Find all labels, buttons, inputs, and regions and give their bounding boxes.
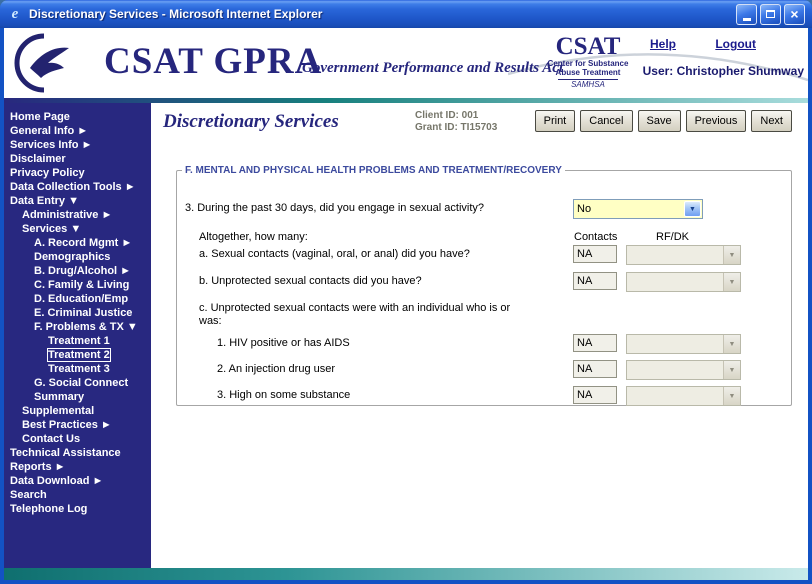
sidebar-item-label: B. Drug/Alcohol ►	[34, 265, 132, 277]
sidebar-item-label: Demographics	[34, 251, 111, 263]
toolbar	[535, 110, 792, 132]
app-header	[4, 28, 808, 98]
app-tagline: Government Performance and Results Act	[302, 60, 564, 76]
sidebar-item-label: Treatment 1	[48, 335, 110, 347]
sidebar-item-label: Data Collection Tools ►	[10, 181, 136, 193]
row-a-rfdk-select	[626, 245, 741, 265]
sidebar-item-label: Disclaimer	[10, 153, 66, 165]
sidebar-item-label: Treatment 2	[48, 349, 110, 361]
client-id: Client ID: 001	[415, 110, 479, 121]
window-title: Discretionary Services - Microsoft Internet Explorer	[29, 7, 323, 21]
row-b-label: b. Unprotected sexual contacts did you have?	[199, 275, 422, 287]
sidebar-item-data-download[interactable]	[4, 474, 151, 488]
maximize-button[interactable]	[760, 4, 781, 25]
sidebar-item-c-family-living[interactable]	[4, 278, 151, 292]
sidebar-item-label: D. Education/Emp	[34, 293, 129, 305]
print-button[interactable]: Print	[535, 110, 576, 132]
sidebar-item-label: Best Practices ►	[22, 419, 112, 431]
sidebar-item-label: Reports ►	[10, 461, 66, 473]
chevron-down-icon: ▼	[684, 201, 701, 217]
row-c	[185, 299, 783, 329]
sidebar-item-label: Technical Assistance	[10, 447, 121, 459]
chevron-down-icon: ▼	[723, 273, 740, 291]
csat-logo-name: CSAT	[555, 33, 621, 60]
sidebar-item-label: E. Criminal Justice	[34, 307, 133, 319]
sidebar-item-b-drug-alcohol[interactable]	[4, 264, 151, 278]
chevron-down-icon: ▼	[723, 335, 740, 353]
close-button[interactable]: ×	[784, 4, 805, 25]
row-a	[185, 245, 783, 267]
question-3-row	[185, 199, 783, 221]
sidebar-item-home-page[interactable]	[4, 110, 151, 124]
row-c2	[185, 360, 783, 382]
row-c3	[185, 386, 783, 408]
row-c1	[185, 334, 783, 356]
logout-link[interactable]: Logout	[715, 37, 756, 51]
sidebar-item-label: Data Download ►	[10, 475, 104, 487]
sidebar-item-demographics[interactable]	[4, 250, 151, 264]
previous-button[interactable]: Previous	[686, 110, 747, 132]
row-c1-label: 1. HIV positive or has AIDS	[217, 337, 350, 349]
sidebar-item-general-info[interactable]	[4, 124, 151, 138]
sidebar-item-technical-assistance[interactable]	[4, 446, 151, 460]
row-b-contacts-input[interactable]	[573, 272, 617, 290]
sidebar-item-search[interactable]	[4, 488, 151, 502]
sidebar-item-label: Administrative ►	[22, 209, 113, 221]
select-value	[627, 246, 723, 264]
sidebar-item-label: A. Record Mgmt ►	[34, 237, 133, 249]
select-value	[627, 361, 723, 379]
how-many-label: Altogether, how many:	[199, 231, 308, 243]
row-c3-rfdk-select	[626, 386, 741, 406]
csat-logo	[540, 34, 636, 89]
question-3-select[interactable]	[573, 199, 703, 219]
cancel-button[interactable]: Cancel	[580, 110, 632, 132]
sidebar-item-g-social-connect[interactable]	[4, 376, 151, 390]
sidebar-item-reports[interactable]	[4, 460, 151, 474]
sidebar-item-label: Privacy Policy	[10, 167, 85, 179]
chevron-down-icon: ▼	[723, 361, 740, 379]
minimize-button[interactable]	[736, 4, 757, 25]
sidebar-item-data-collection-tools[interactable]	[4, 180, 151, 194]
select-value	[627, 273, 723, 291]
titlebar[interactable]	[0, 0, 812, 28]
csat-logo-sub1: Center for Substance	[547, 59, 629, 69]
sidebar-item-summary[interactable]	[4, 390, 151, 404]
row-a-contacts-input[interactable]	[573, 245, 617, 263]
sidebar-item-services-info[interactable]	[4, 138, 151, 152]
row-c1-rfdk-select	[626, 334, 741, 354]
sidebar-item-label: Summary	[34, 391, 85, 403]
sidebar-nav	[4, 103, 151, 568]
page-title: Discretionary Services	[163, 111, 339, 132]
grant-id: Grant ID: TI15703	[415, 122, 498, 133]
question-3-select-value: No	[577, 203, 592, 215]
samhsa-label: SAMHSA	[558, 79, 618, 89]
sidebar-item-treatment-2[interactable]	[4, 348, 151, 362]
user-label: User: Christopher Shumway	[642, 64, 804, 78]
minimize-icon	[743, 18, 751, 21]
select-value	[627, 387, 723, 405]
sidebar-item-best-practices[interactable]	[4, 418, 151, 432]
sidebar-item-label: G. Social Connect	[34, 377, 129, 389]
sidebar-item-privacy-policy[interactable]	[4, 166, 151, 180]
sidebar-item-label: C. Family & Living	[34, 279, 130, 291]
internet-explorer-icon: e	[11, 6, 19, 22]
row-a-label: a. Sexual contacts (vaginal, oral, or anal) did you have?	[199, 248, 470, 260]
sidebar-item-label: Contact Us	[22, 433, 81, 445]
csat-logo-sub2: Abuse Treatment	[555, 67, 621, 77]
select-value	[627, 335, 723, 353]
sidebar-item-label: Data Entry ▼	[10, 195, 79, 207]
sidebar-item-label: Treatment 3	[48, 363, 110, 375]
sidebar-item-label: Home Page	[10, 111, 70, 123]
row-b	[185, 272, 783, 294]
maximize-icon	[766, 10, 775, 18]
section-f-legend: F. MENTAL AND PHYSICAL HEALTH PROBLEMS AND TREATMENT/RECOVERY	[185, 165, 562, 176]
hhs-logo	[14, 33, 74, 93]
sidebar-item-label: F. Problems & TX ▼	[34, 321, 138, 333]
sidebar-item-administrative[interactable]	[4, 208, 151, 222]
row-c1-contacts-input[interactable]	[573, 334, 617, 352]
sidebar-item-f-problems-tx[interactable]	[4, 320, 151, 334]
app-brand: CSAT GPRA	[104, 41, 323, 82]
sidebar-item-treatment-3[interactable]	[4, 362, 151, 376]
sidebar-item-a-record-mgmt[interactable]	[4, 236, 151, 250]
sidebar-item-label: Supplemental	[22, 405, 95, 417]
sidebar-item-label: Telephone Log	[10, 503, 88, 515]
sidebar-item-e-criminal-justice[interactable]	[4, 306, 151, 320]
sidebar-item-disclaimer[interactable]	[4, 152, 151, 166]
sidebar-item-label: Services ▼	[22, 223, 82, 235]
section-f-fieldset	[176, 165, 792, 406]
bottom-bar	[4, 568, 808, 580]
sidebar-item-contact-us[interactable]	[4, 432, 151, 446]
sidebar-item-d-education-emp[interactable]	[4, 292, 151, 306]
sidebar-item-treatment-1[interactable]	[4, 334, 151, 348]
rfdk-column-header: RF/DK	[656, 231, 689, 243]
save-button[interactable]: Save	[638, 110, 681, 132]
help-link[interactable]: Help	[649, 37, 676, 51]
chevron-down-icon: ▼	[723, 246, 740, 264]
row-b-rfdk-select	[626, 272, 741, 292]
sidebar-item-label: General Info ►	[10, 125, 89, 137]
row-c2-rfdk-select	[626, 360, 741, 380]
sidebar-item-label: Search	[10, 489, 47, 501]
contacts-column-header: Contacts	[574, 231, 618, 243]
main-content	[151, 103, 808, 568]
row-c2-contacts-input[interactable]	[573, 360, 617, 378]
row-c-label: c. Unprotected sexual contacts were with an individual who is or was:	[199, 302, 511, 327]
sidebar-item-data-entry[interactable]	[4, 194, 151, 208]
row-c3-label: 3. High on some substance	[217, 389, 351, 401]
sidebar-item-label: Services Info ►	[10, 139, 93, 151]
next-button[interactable]: Next	[751, 110, 792, 132]
sidebar-item-services[interactable]	[4, 222, 151, 236]
row-c3-contacts-input[interactable]	[573, 386, 617, 404]
question-3-label: 3. During the past 30 days, did you engage in sexual activity?	[185, 202, 485, 214]
chevron-down-icon: ▼	[723, 387, 740, 405]
sidebar-item-supplemental[interactable]	[4, 404, 151, 418]
sidebar-item-telephone-log[interactable]	[4, 502, 151, 516]
record-ids	[415, 110, 497, 134]
row-c2-label: 2. An injection drug user	[217, 363, 336, 375]
